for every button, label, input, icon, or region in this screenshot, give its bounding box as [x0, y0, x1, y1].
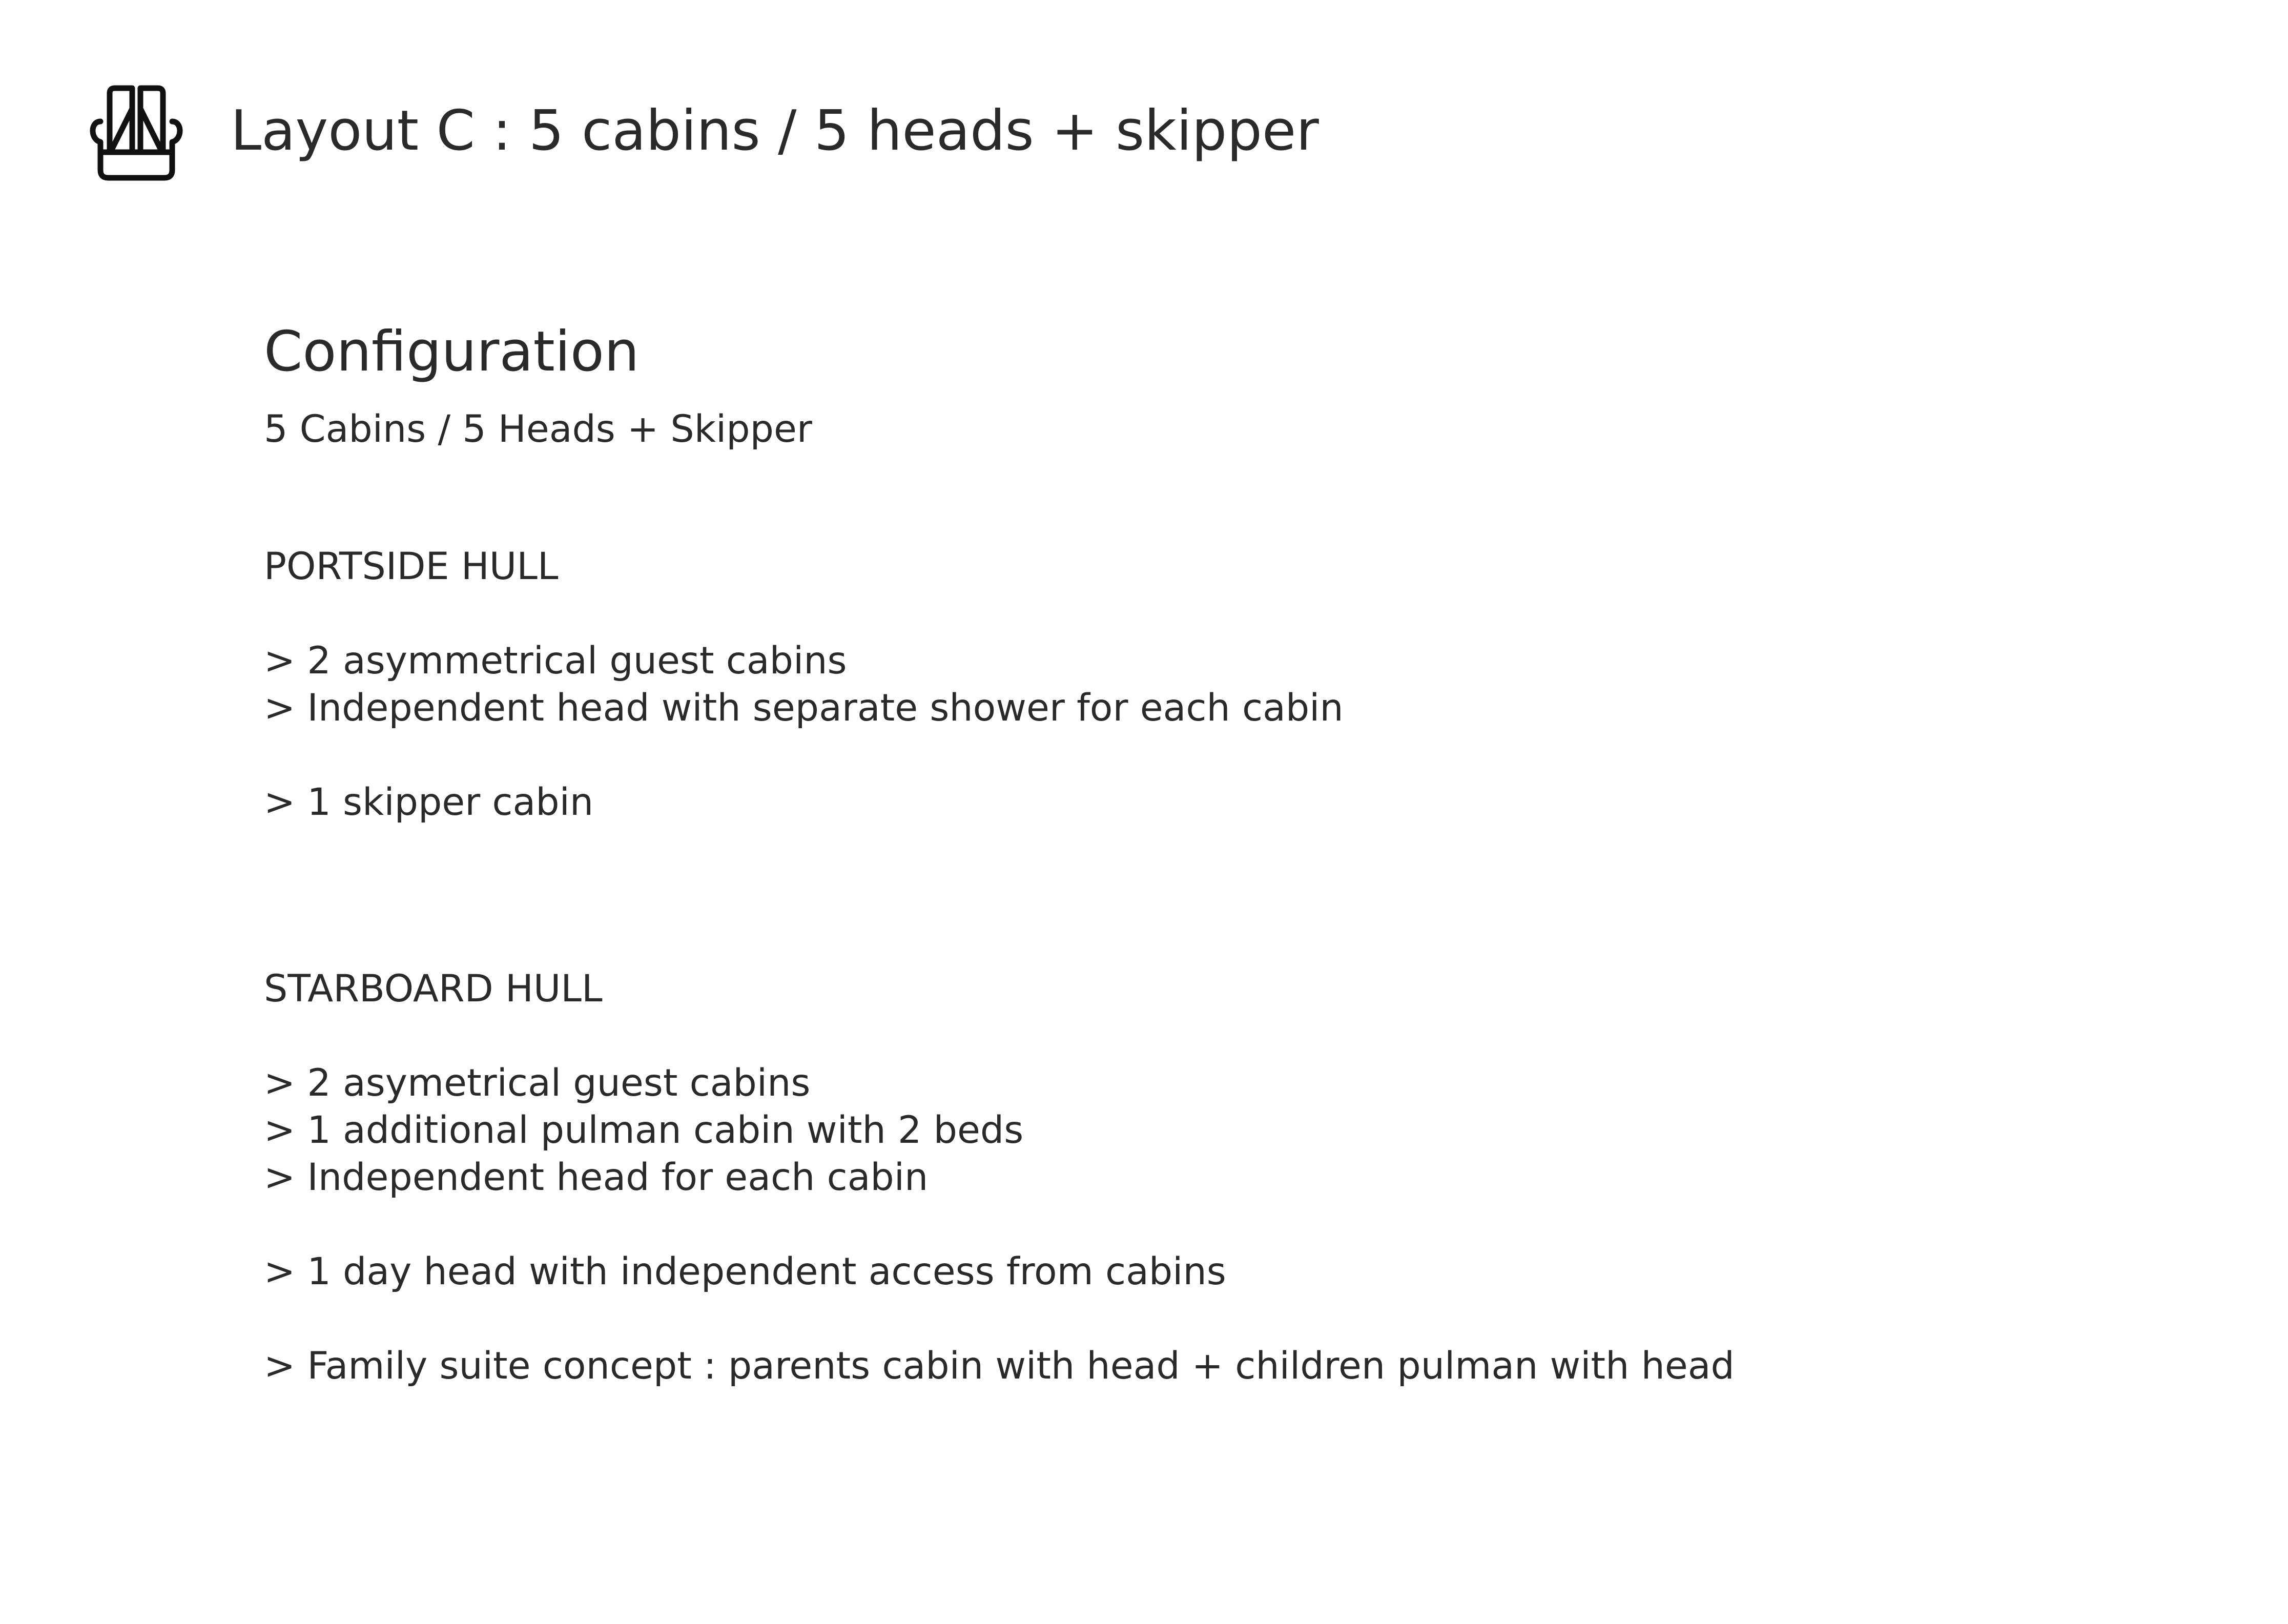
portside-feature-list: [264, 638, 2109, 732]
list-item: > Independent head for each cabin: [264, 1156, 929, 1199]
portside-hull-section: [264, 543, 2109, 826]
list-item: > 1 day head with independent access from cabins: [264, 1250, 1226, 1293]
list-item: > 2 asymetrical guest cabins: [264, 1061, 811, 1105]
content-body: [264, 314, 2109, 1390]
list-item: > 1 additional pulman cabin with 2 beds: [264, 1108, 1024, 1152]
list-item: > 1 skipper cabin: [264, 780, 594, 824]
starboard-day-head-list: [264, 1248, 2109, 1296]
starboard-hull-heading: STARBOARD HULL: [264, 967, 603, 1011]
page-title: Layout C : 5 cabins / 5 heads + skipper: [231, 99, 1319, 163]
list-item: > Independent head with separate shower for each cabin: [264, 686, 1344, 730]
configuration-heading: Configuration: [264, 320, 640, 384]
portside-hull-heading: PORTSIDE HULL: [264, 545, 559, 588]
portside-skipper-list: [264, 779, 2109, 826]
list-item: > 2 asymmetrical guest cabins: [264, 639, 847, 683]
starboard-feature-list: [264, 1060, 2109, 1201]
configuration-summary: 5 Cabins / 5 Heads + Skipper: [264, 407, 812, 451]
starboard-hull-section: [264, 965, 2109, 1390]
brand-logo-icon: [85, 83, 188, 186]
starboard-family-suite-list: [264, 1343, 2109, 1390]
list-item: > Family suite concept : parents cabin with head + children pulman with head: [264, 1344, 1735, 1388]
